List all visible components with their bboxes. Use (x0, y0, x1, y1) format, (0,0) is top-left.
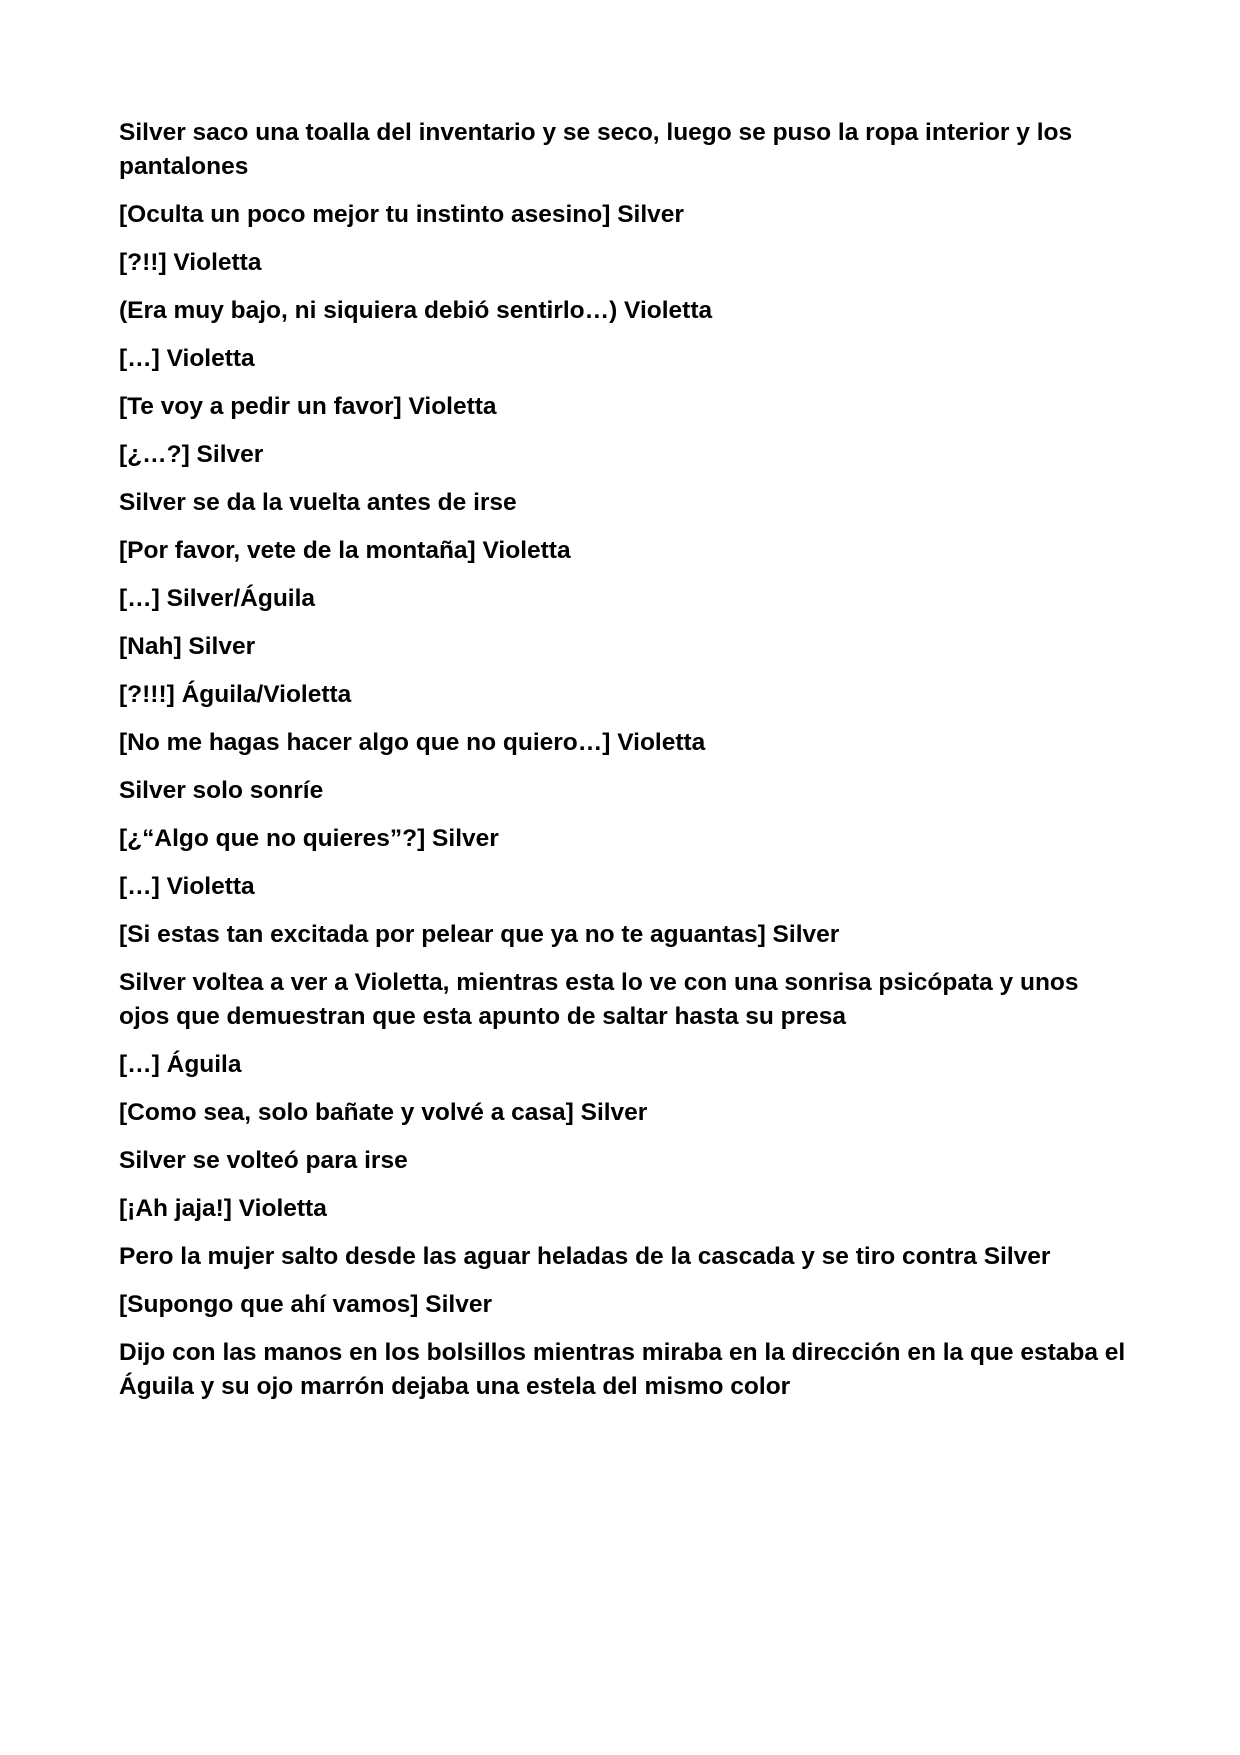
paragraph: […] Violetta (119, 345, 255, 372)
paragraph: Pero la mujer salto desde las aguar heladas de la cascada y se tiro contra Silver (119, 1243, 1051, 1270)
paragraph: [No me hagas hacer algo que no quiero…] Violetta (119, 729, 706, 756)
paragraph: Silver se volteó para irse (119, 1147, 408, 1174)
paragraph: [Como sea, solo bañate y volvé a casa] Silver (119, 1099, 648, 1126)
paragraph: [?!!!] Águila/Violetta (119, 681, 352, 708)
paragraph: (Era muy bajo, ni siquiera debió sentirlo…) Violetta (119, 297, 713, 324)
paragraph: Dijo con las manos en los bolsillos mientras miraba en la dirección en la que estaba el Águila y su ojo marrón dejaba una estela del mismo color (119, 1339, 1126, 1400)
paragraph: Silver saco una toalla del inventario y se seco, luego se puso la ropa interior y los pantalones (119, 119, 1073, 180)
paragraph: Silver solo sonríe (119, 777, 324, 804)
paragraph: [¿…?] Silver (119, 441, 264, 468)
paragraph: […] Violetta (119, 873, 255, 900)
paragraph: [¿“Algo que no quieres”?] Silver (119, 825, 499, 852)
paragraph: [Supongo que ahí vamos] Silver (119, 1291, 493, 1318)
paragraph: [Si estas tan excitada por pelear que ya no te aguantas] Silver (119, 921, 840, 948)
paragraph: [¡Ah jaja!] Violetta (119, 1195, 327, 1222)
paragraph: Silver se da la vuelta antes de irse (119, 489, 517, 516)
paragraph: [Te voy a pedir un favor] Violetta (119, 393, 497, 420)
paragraph: [?!!] Violetta (119, 249, 262, 276)
paragraph: Silver voltea a ver a Violetta, mientras esta lo ve con una sonrisa psicópata y unos ojos que demuestran que esta apunto de saltar hasta su presa (119, 969, 1079, 1030)
paragraph: [Nah] Silver (119, 633, 256, 660)
paragraph: […] Silver/Águila (119, 585, 316, 612)
paragraph: […] Águila (119, 1051, 242, 1078)
document-body (119, 116, 1129, 1418)
paragraph: [Oculta un poco mejor tu instinto asesino] Silver (119, 201, 684, 228)
paragraph: [Por favor, vete de la montaña] Violetta (119, 537, 571, 564)
